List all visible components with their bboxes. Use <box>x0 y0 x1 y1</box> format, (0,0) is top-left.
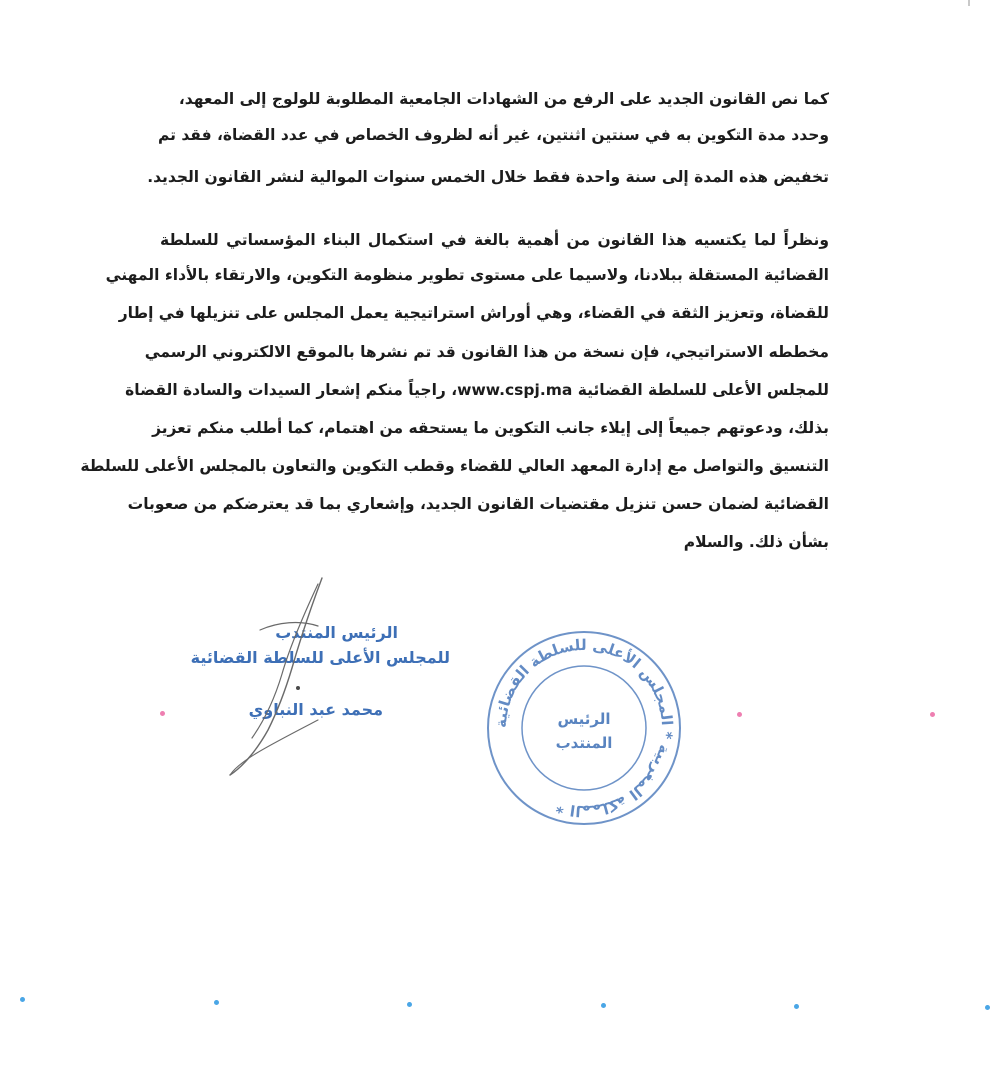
decorative-dot <box>214 1000 219 1005</box>
handwritten-signature-icon <box>200 570 340 790</box>
paragraph-1-line: وحدد مدة التكوين به في سنتين اثنتين، غير أنه لظروف الخصاص في عدد القضاة، فقد تم <box>157 126 829 144</box>
paragraph-1-line: تخفيض هذه المدة إلى سنة واحدة فقط خلال الخمس سنوات الموالية لنشر القانون الجديد. <box>147 168 829 186</box>
paragraph-2-line: القضائية لضمان حسن تنزيل مقتضيات القانون الجديد، وإشعاري بما قد يعترضكم من صعوبات <box>127 495 829 513</box>
official-stamp-icon <box>484 628 684 828</box>
signatory-title: الرئيس المنتدب <box>275 623 398 642</box>
decorative-dot <box>407 1002 412 1007</box>
decorative-dot <box>794 1004 799 1009</box>
decorative-dot <box>737 712 742 717</box>
stamp-outer-text <box>492 636 676 820</box>
decorative-dot <box>930 712 935 717</box>
decorative-dot <box>20 997 25 1002</box>
paragraph-2-line: للقضاة، وتعزيز الثقة في القضاء، وهي أوراش استراتيجية يعمل المجلس على تنزيلها في إطار <box>118 304 829 322</box>
stamp-inner-line-2: المنتدب <box>555 734 613 752</box>
stamp-outer-text-path: المملكة المغربية * المجلس الأعلى للسلطة القضائية * <box>491 635 677 821</box>
paragraph-2-line: للمجلس الأعلى للسلطة القضائية www.cspj.ma، راجياً منكم إشعار السيدات والسادة القضاة <box>125 381 829 399</box>
decorative-dot <box>985 1005 990 1010</box>
paragraph-2-line: ونظراً لما يكتسيه هذا القانون من أهمية بالغة في استكمال البناء المؤسساتي للسلطة <box>160 231 829 249</box>
paragraph-2-line: التنسيق والتواصل مع إدارة المعهد العالي للقضاء وقطب التكوين والتعاون بالمجلس الأعلى للسلطة <box>80 457 829 475</box>
stamp-inner-line-1: الرئيس <box>557 710 611 728</box>
scan-edge-mark <box>968 0 970 6</box>
paragraph-2-line: القضائية المستقلة ببلادنا، ولاسيما على مستوى تطوير منظومة التكوين، والارتقاء بالأداء المهني <box>105 266 829 284</box>
decorative-dot <box>160 711 165 716</box>
signatory-name: محمد عبد النباوي <box>248 700 383 719</box>
paragraph-2-line: بذلك، ودعوتهم جميعاً إلى إيلاء جانب التكوين ما يستحقه من اهتمام، كما أطلب منكم تعزيز <box>152 419 829 437</box>
paragraph-1-line: كما نص القانون الجديد على الرفع من الشهادات الجامعية المطلوبة للولوج إلى المعهد، <box>178 90 829 108</box>
decorative-dot <box>601 1003 606 1008</box>
paragraph-2-line: بشأن ذلك. والسلام <box>683 533 829 551</box>
signatory-institution: للمجلس الأعلى للسلطة القضائية <box>190 648 450 667</box>
paragraph-2-line: مخططه الاستراتيجي، فإن نسخة من هذا القانون قد تم نشرها بالموقع الالكتروني الرسمي <box>144 343 829 361</box>
